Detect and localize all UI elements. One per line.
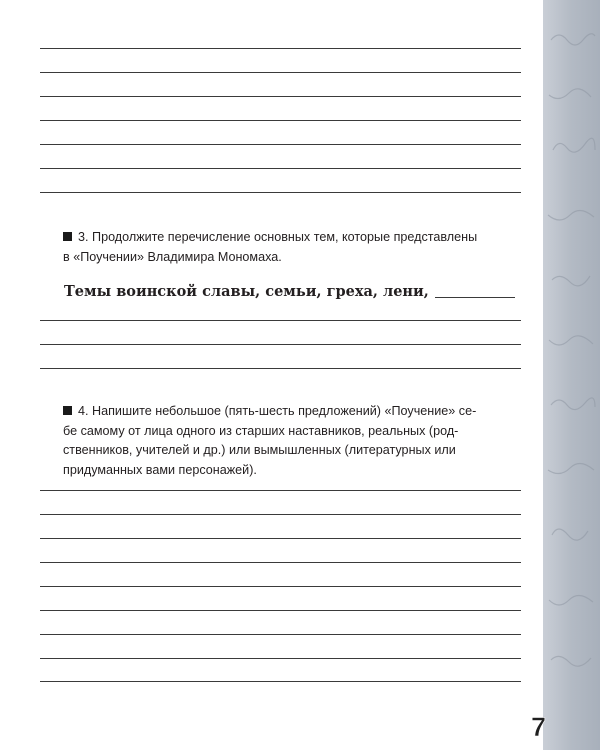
- page-number: 7: [531, 712, 547, 742]
- answer-line[interactable]: [40, 368, 521, 369]
- answer-line[interactable]: [40, 144, 521, 145]
- answer-line[interactable]: [40, 586, 521, 587]
- answer-line[interactable]: [40, 538, 521, 539]
- answer-line[interactable]: [40, 344, 521, 345]
- task-4-line-2: бе самому от лица одного из старших наставников, реальных (род-: [63, 423, 459, 438]
- answer-line[interactable]: [40, 681, 521, 682]
- task-4-line-4: придуманных вами персонажей).: [63, 462, 257, 477]
- task-3-answer-start: [64, 282, 524, 302]
- themes-text: Темы воинской славы, семьи, греха, лени,: [64, 283, 429, 300]
- task-3-line-2: в «Поучении» Владимира Мономаха.: [63, 249, 282, 264]
- answer-line[interactable]: [40, 634, 521, 635]
- answer-line[interactable]: [40, 120, 521, 121]
- answer-line[interactable]: [40, 192, 521, 193]
- answer-line[interactable]: [40, 610, 521, 611]
- answer-line[interactable]: [40, 48, 521, 49]
- answer-line[interactable]: [40, 658, 521, 659]
- task-3-number: 3.: [78, 230, 89, 244]
- task-3-line-1: Продолжите перечисление основных тем, которые представлены: [92, 230, 478, 244]
- handwriting-texture: [543, 0, 600, 750]
- answer-line[interactable]: [40, 562, 521, 563]
- answer-line[interactable]: [40, 96, 521, 97]
- answer-line[interactable]: [40, 72, 521, 73]
- answer-line[interactable]: [40, 514, 521, 515]
- answer-line[interactable]: [40, 320, 521, 321]
- answer-blank[interactable]: [435, 283, 515, 298]
- answer-line[interactable]: [40, 490, 521, 491]
- task-4-number: 4.: [78, 404, 89, 418]
- task-marker-icon: [63, 406, 72, 415]
- task-3-prompt: [63, 228, 523, 267]
- answer-line[interactable]: [40, 168, 521, 169]
- decorative-side-strip: [543, 0, 600, 750]
- task-4-line-1: Напишите небольшое (пять-шесть предложений) «Поучение» се-: [92, 404, 477, 418]
- task-4-line-3: ственников, учителей и др.) или вымышленных (литературных или: [63, 443, 456, 457]
- task-marker-icon: [63, 232, 72, 241]
- task-4-prompt: [63, 402, 523, 480]
